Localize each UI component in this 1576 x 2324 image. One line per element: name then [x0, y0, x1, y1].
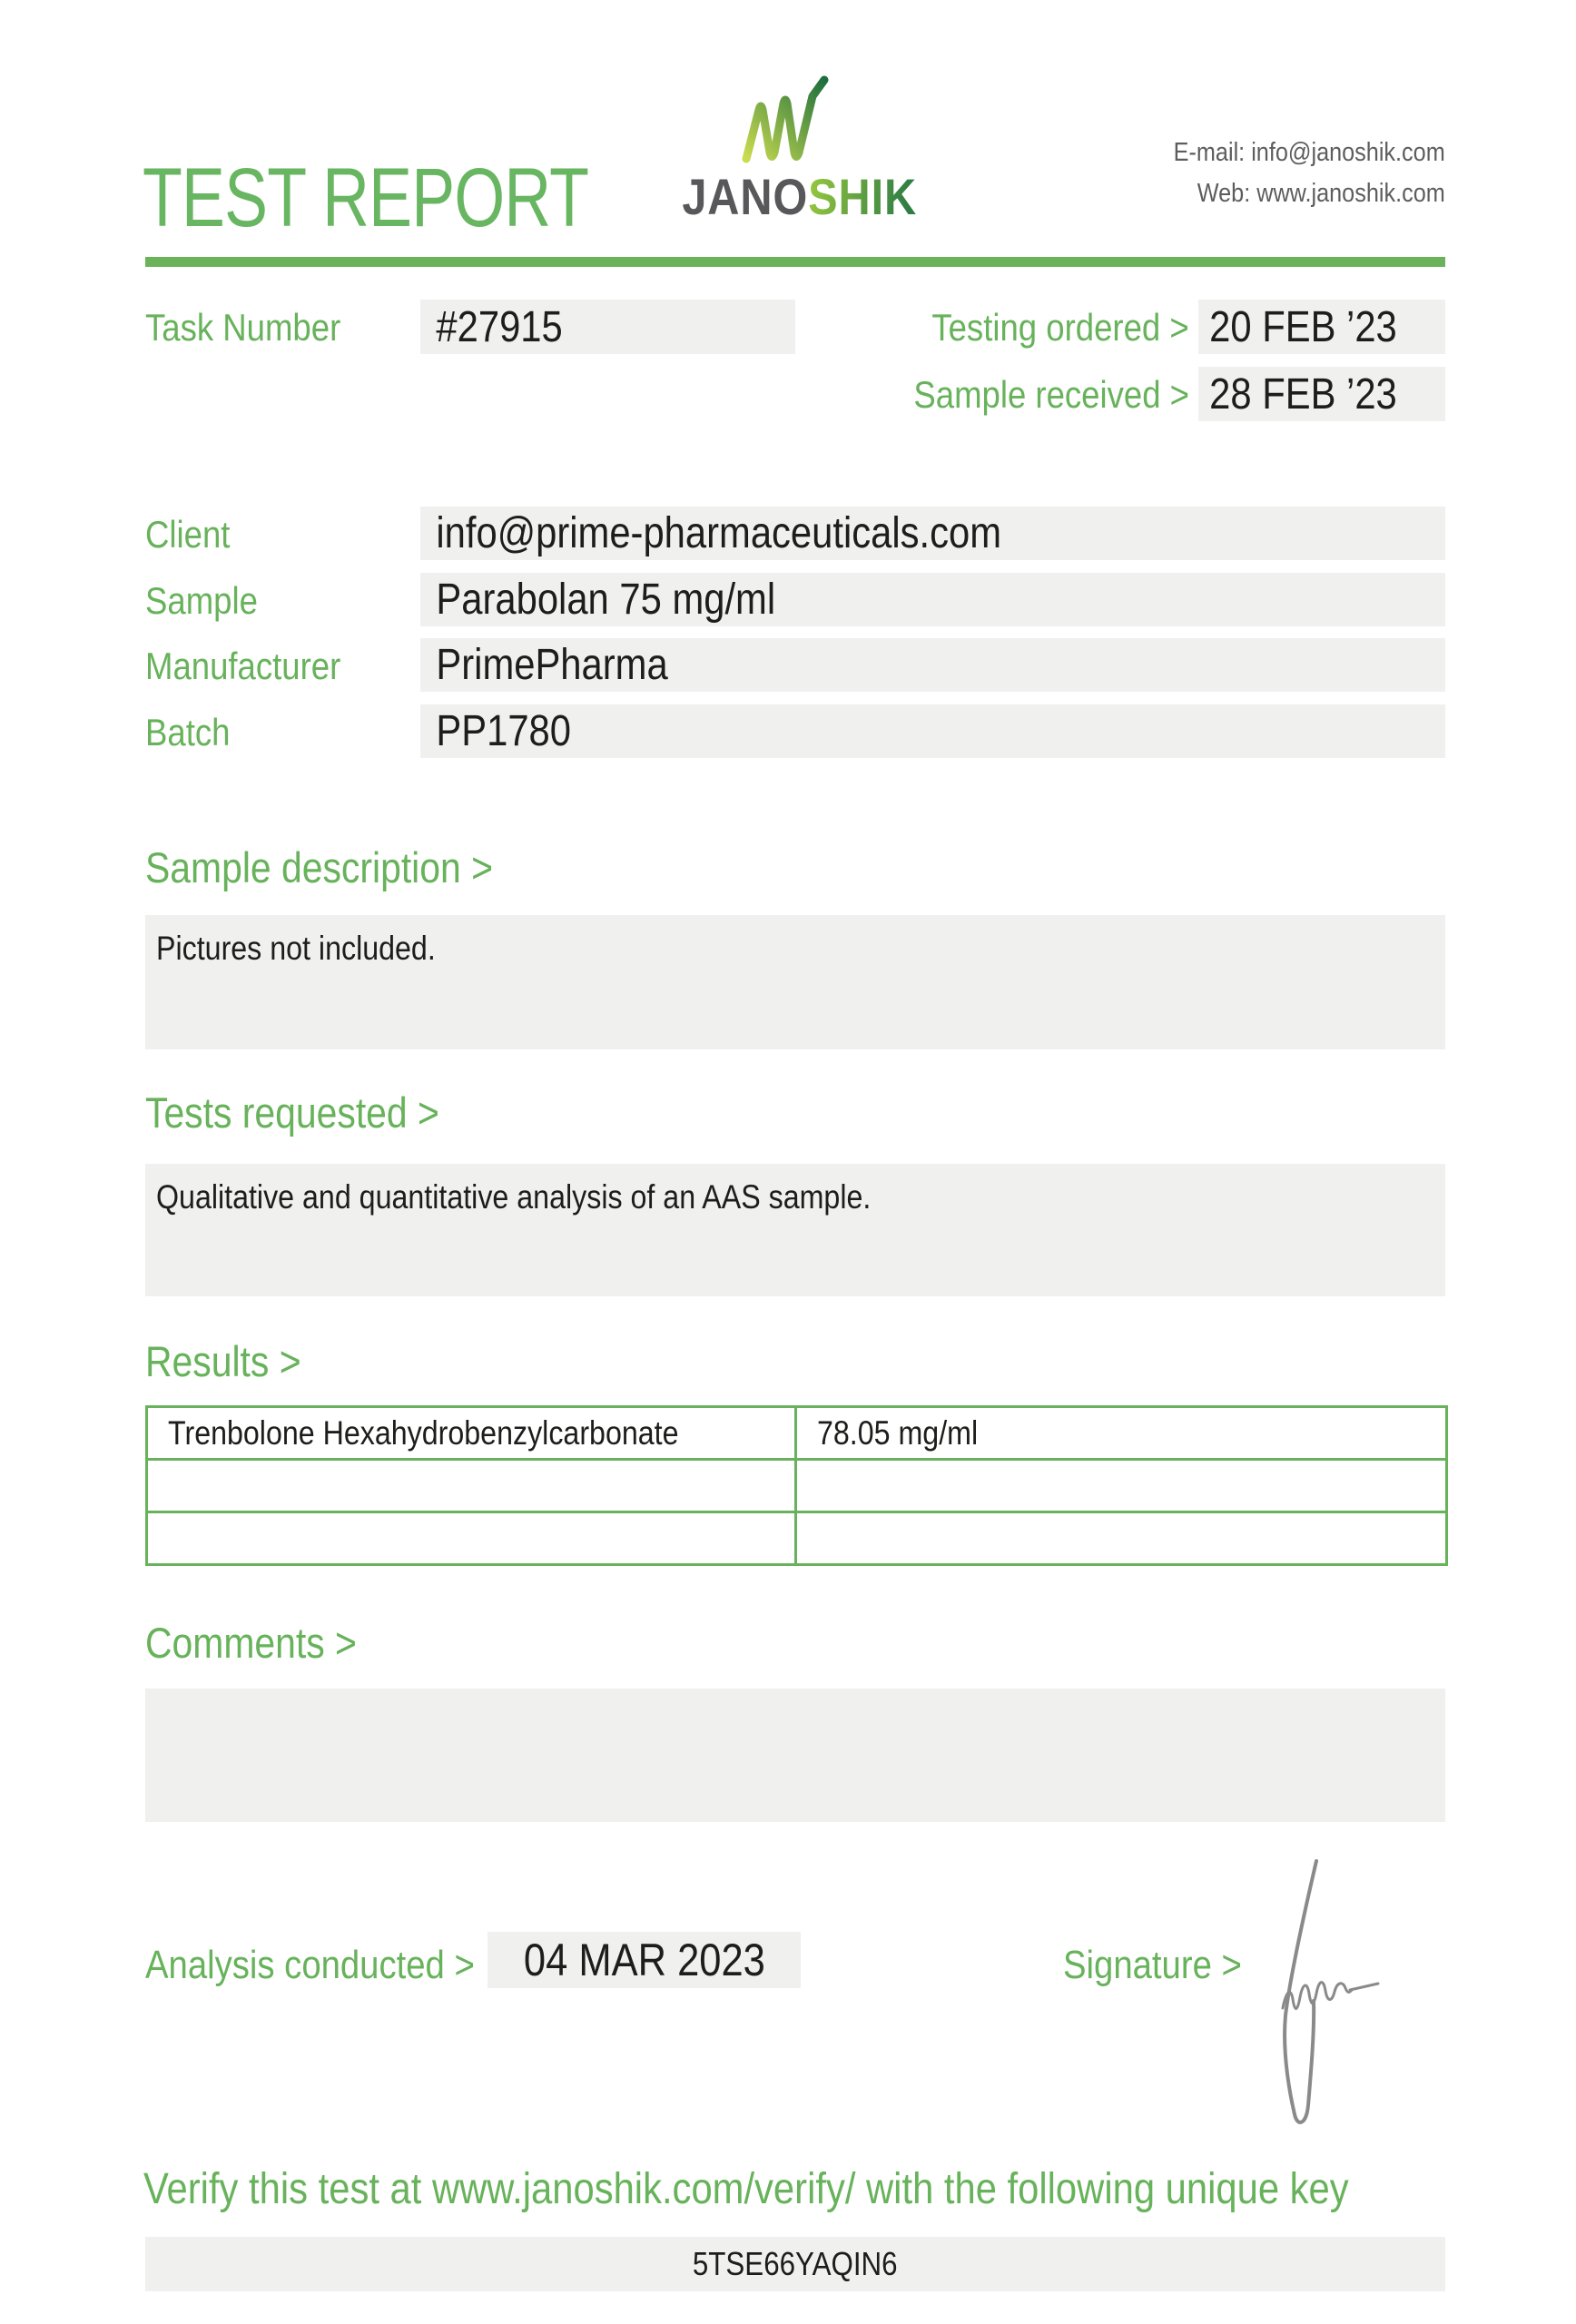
client-value-box [420, 507, 1445, 560]
logo-text-shik: SHIK [808, 168, 918, 225]
manufacturer-label: Manufacturer [145, 645, 341, 687]
batch-value: PP1780 [436, 707, 572, 755]
task-number-value-box [420, 300, 795, 354]
results-table [145, 1405, 1448, 1566]
comments-box [145, 1689, 1445, 1822]
sample-received-label: Sample received > [913, 373, 1189, 416]
manufacturer-value-box [420, 638, 1445, 692]
testing-ordered-value: 20 FEB ’23 [1209, 302, 1397, 351]
result-substance-cell: Trenbolone Hexahydrobenzylcarbonate [147, 1407, 796, 1460]
sample-received-value-box [1198, 367, 1445, 421]
logo-text-jano: JANO [682, 168, 809, 225]
logo-chart-icon [740, 71, 831, 165]
comments-heading: Comments > [145, 1619, 357, 1667]
verify-key-value: 5TSE66YAQIN6 [693, 2245, 898, 2282]
tests-requested-heading: Tests requested > [145, 1088, 439, 1137]
task-number-value: #27915 [436, 302, 563, 351]
results-row-1 [147, 1407, 1447, 1460]
sample-description-text: Pictures not included. [156, 930, 436, 967]
manufacturer-value: PrimePharma [436, 641, 668, 689]
contact-web: Web: www.janoshik.com [1197, 179, 1445, 208]
tests-requested-text: Qualitative and quantitative analysis of an AAS sample. [156, 1178, 872, 1216]
results-row-2 [147, 1460, 1447, 1512]
testing-ordered-value-box [1198, 300, 1445, 354]
results-heading: Results > [145, 1337, 301, 1385]
batch-label: Batch [145, 711, 231, 753]
verify-key-box [145, 2237, 1445, 2291]
analysis-date-value: 04 MAR 2023 [523, 1935, 765, 1985]
client-value: info@prime-pharmaceuticals.com [436, 509, 1002, 557]
testing-ordered-label: Testing ordered > [931, 306, 1189, 349]
signature-image [1269, 1854, 1392, 2144]
tests-requested-box [145, 1164, 1445, 1296]
page-title-text: TEST REPORT [143, 152, 589, 244]
analysis-date-box [488, 1932, 801, 1988]
contact-block [1133, 133, 1445, 214]
analysis-conducted-label: Analysis conducted > [145, 1943, 475, 1987]
sample-received-value: 28 FEB ’23 [1209, 369, 1397, 419]
page-title [143, 151, 714, 246]
sample-value-box [420, 573, 1445, 626]
client-label: Client [145, 513, 231, 556]
sample-description-box [145, 915, 1445, 1049]
result-concentration-cell: 78.05 mg/ml [796, 1407, 1447, 1460]
contact-email: E-mail: info@janoshik.com [1173, 138, 1445, 167]
sample-value: Parabolan 75 mg/ml [436, 576, 776, 624]
header-divider [145, 257, 1445, 267]
sample-label: Sample [145, 579, 258, 622]
verify-instruction: Verify this test at www.janoshik.com/verify/ with the following unique key [143, 2165, 1349, 2213]
batch-value-box [420, 704, 1445, 758]
signature-label: Signature > [1063, 1943, 1242, 1987]
results-row-3 [147, 1512, 1447, 1565]
sample-description-heading: Sample description > [145, 843, 493, 891]
task-number-label: Task Number [145, 306, 341, 349]
logo-wordmark [665, 167, 919, 226]
